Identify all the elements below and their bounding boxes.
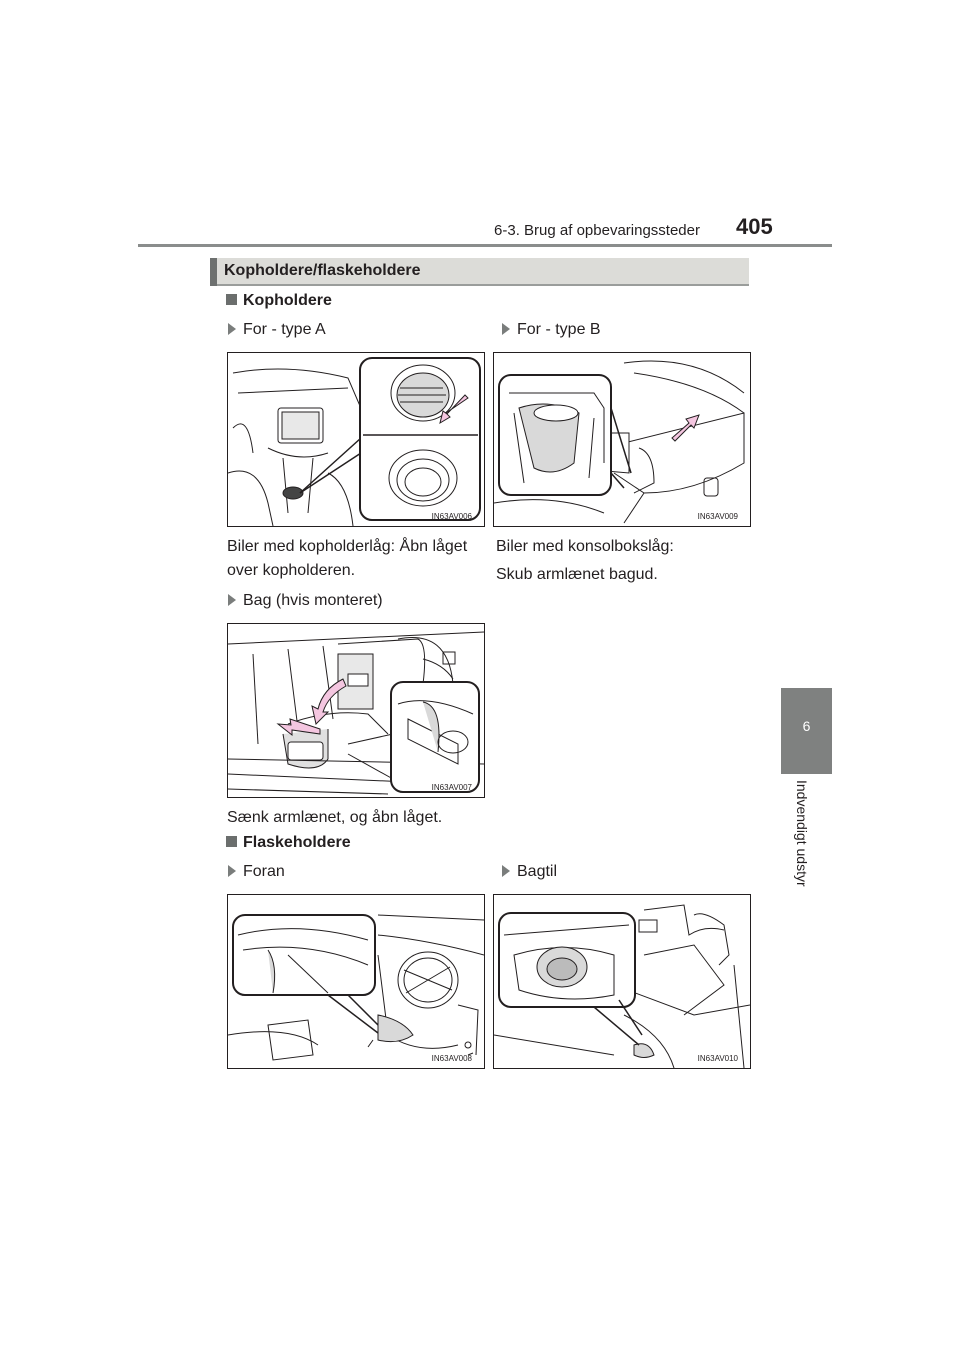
triangle-bullet-icon [502, 323, 510, 335]
front-type-a-label: For - type A [228, 321, 326, 339]
figure-code: IN63AV006 [431, 512, 472, 521]
figure-front-type-b [493, 352, 751, 527]
rear-bottle-holder-illustration [494, 895, 750, 1068]
caption-front-type-b-line2: Skub armlænet bagud. [496, 566, 658, 583]
figure-code: IN63AV010 [697, 1054, 738, 1063]
header-rule [138, 244, 832, 247]
figure-bottle-rear [493, 894, 751, 1069]
triangle-bullet-icon [228, 594, 236, 606]
square-bullet-icon [226, 836, 237, 847]
triangle-bullet-icon [502, 865, 510, 877]
bottle-holders-heading: Flaskeholdere [226, 834, 351, 852]
section-title: Kopholdere/flaskeholdere [224, 262, 421, 279]
header-section-title: 6-3. Brug af opbevaringssteder [494, 222, 700, 239]
bottle-front-label: Foran [228, 863, 285, 881]
caption-front-type-a: Biler med kopholderlåg: Åbn låget over kopholderen. [227, 538, 468, 579]
figure-front-type-a [227, 352, 485, 527]
front-bottle-holder-illustration [228, 895, 484, 1068]
triangle-bullet-icon [228, 323, 236, 335]
rear-cup-holder-illustration [228, 624, 484, 797]
chapter-number: 6 [802, 718, 811, 734]
figure-code: IN63AV009 [697, 512, 738, 521]
chapter-label-wrap [792, 780, 814, 900]
cup-holder-type-a-illustration [228, 353, 484, 526]
page-number: 405 [736, 214, 773, 239]
figure-bottle-front [227, 894, 485, 1069]
caption-front-type-b-line1: Biler med konsolbokslåg: [496, 538, 674, 555]
bottle-rear-label: Bagtil [502, 863, 557, 881]
figure-code: IN63AV007 [431, 783, 472, 792]
section-heading-bar [210, 258, 217, 286]
chapter-tab [781, 688, 832, 774]
front-type-b-label: For - type B [502, 321, 601, 339]
chapter-label: Indvendigt udstyr [794, 780, 810, 887]
triangle-bullet-icon [228, 865, 236, 877]
figure-code: IN63AV008 [431, 1054, 472, 1063]
square-bullet-icon [226, 294, 237, 305]
cup-holder-type-b-illustration [494, 353, 750, 526]
figure-rear [227, 623, 485, 798]
caption-rear: Sænk armlænet, og åbn låget. [227, 809, 443, 826]
rear-label: Bag (hvis monteret) [228, 592, 383, 610]
cup-holders-heading: Kopholdere [226, 292, 332, 310]
